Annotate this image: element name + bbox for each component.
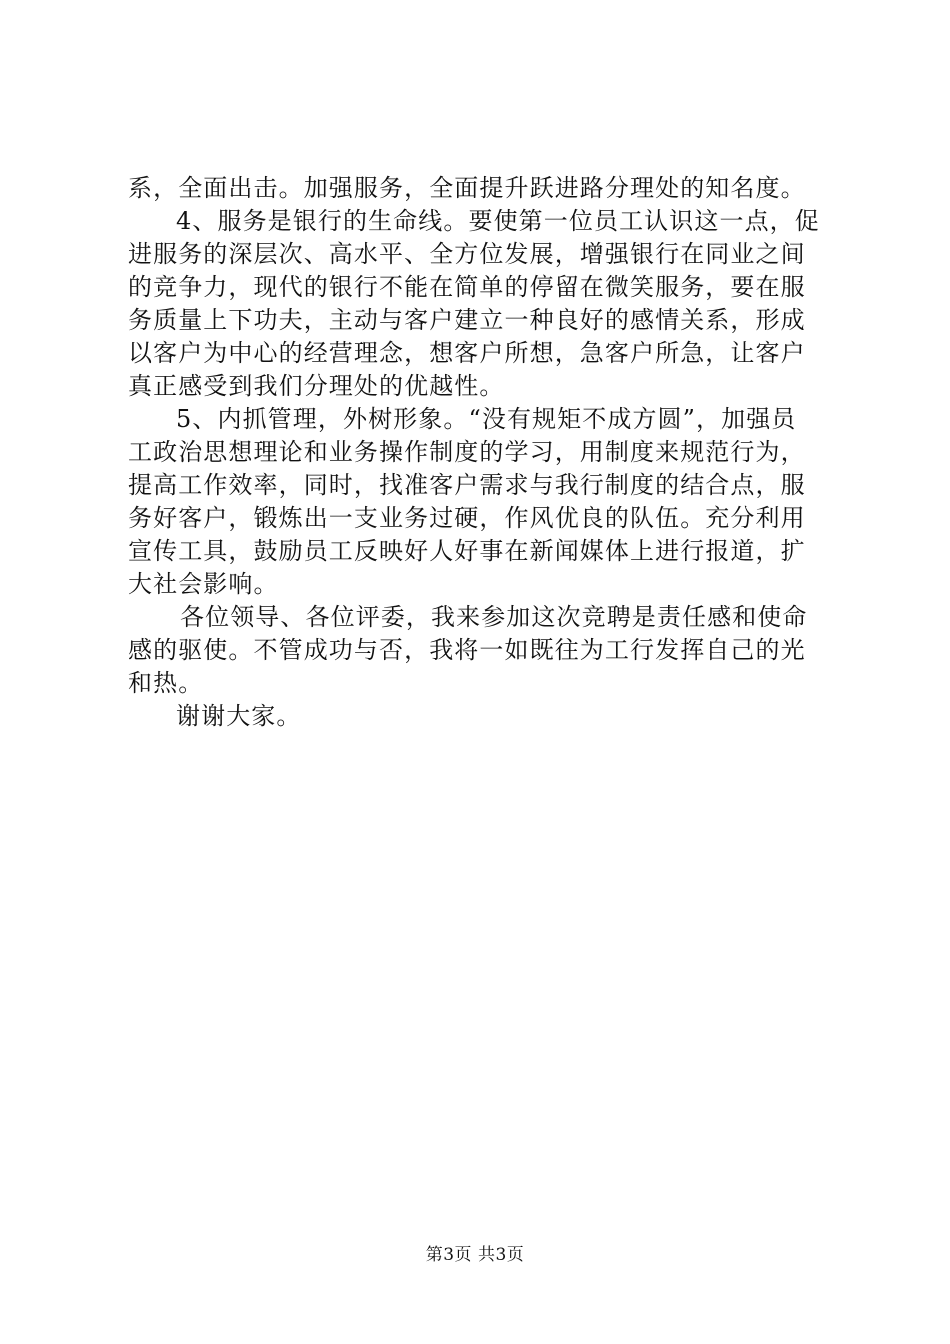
text-line: 真正感受到我们分理处的优越性。 (128, 372, 505, 400)
page-number-footer: 第3页 共3页 (425, 1245, 525, 1265)
text-line: 宣传工具，鼓励员工反映好人好事在新闻媒体上进行报道，扩 (128, 537, 806, 565)
paragraph-4-start: 4、服务是银行的生命线。要使第一位员工认识这一点，促 (176, 207, 820, 235)
text-line: 的竞争力，现代的银行不能在简单的停留在微笑服务，要在服 (128, 273, 806, 301)
text-line: 务质量上下功夫，主动与客户建立一种良好的感情关系，形成 (128, 306, 806, 334)
paragraph-5-start: 5、内抓管理，外树形象。“没有规矩不成方圆”，加强员 (176, 405, 797, 433)
text-line: 进服务的深层次、高水平、全方位发展，增强银行在同业之间 (128, 240, 806, 268)
thanks-line: 谢谢大家。 (176, 702, 302, 730)
text-line: 提高工作效率，同时，找准客户需求与我行制度的结合点，服 (128, 471, 806, 499)
text-line: 和热。 (128, 669, 204, 697)
text-line: 大社会影响。 (128, 570, 279, 598)
text-line: 系，全面出击。加强服务，全面提升跃进路分理处的知名度。 (128, 174, 806, 202)
text-line: 工政治思想理论和业务操作制度的学习，用制度来规范行为， (128, 438, 806, 466)
text-line: 务好客户，锻炼出一支业务过硬，作风优良的队伍。充分利用 (128, 504, 806, 532)
closing-paragraph-start: 各位领导、各位评委，我来参加这次竞聘是责任感和使命 (180, 603, 808, 631)
text-line: 以客户为中心的经营理念，想客户所想，急客户所急，让客户 (128, 339, 806, 367)
text-line: 感的驱使。不管成功与否，我将一如既往为工行发挥自己的光 (128, 636, 806, 664)
document-body (128, 172, 828, 733)
